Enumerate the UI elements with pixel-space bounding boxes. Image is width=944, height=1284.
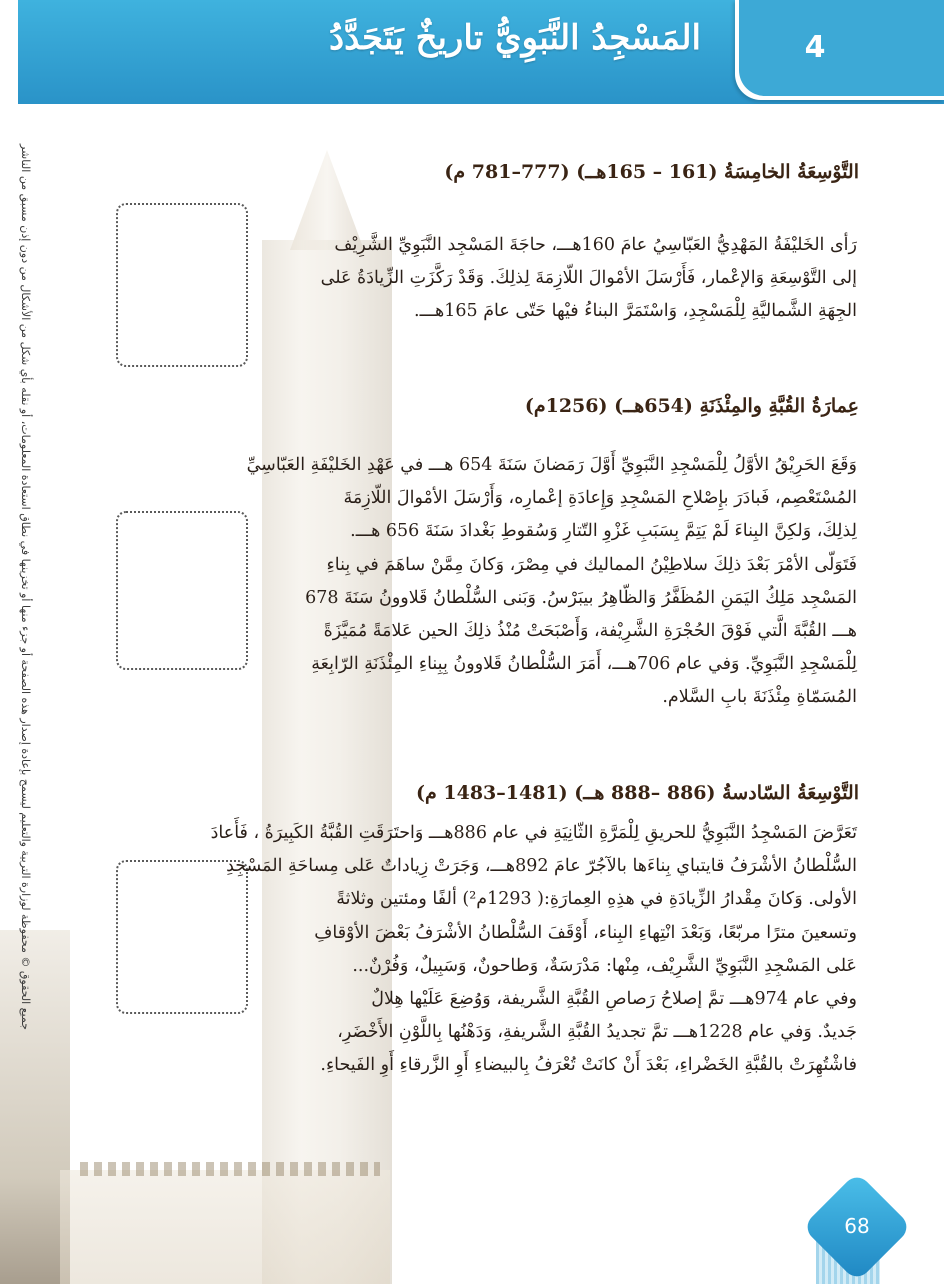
- paragraph-line: المُسْتَعْصِم، فَبادَرَ بإِصْلاحِ المَسْجِدِ وَإِعادَةِ إعْمارِه، وَأَرْسَلَ الأمْوالَ اللّازِمَةَ: [343, 488, 857, 509]
- paragraph-line: السُّلْطانُ الأشْرَفُ قايتباي بِناءَها بالآجُرّ عامَ 892هـــ، وَجَرَتْ زِياداتٌ عَلى مِساحَةِ المَسْجِدِ: [226, 856, 857, 877]
- section-paragraph-dome-minaret: [102, 449, 857, 715]
- paragraph-line: وَقَعَ الحَرِيْقُ الأوَّلُ لِلْمَسْجِدِ النَّبَوِيِّ أَوَّلَ رَمَضانَ سَنَةَ 654 هـــ في عَهْدِ الخَليْفَةِ العَبّاسِيِّ: [246, 455, 857, 475]
- minaret-background-image: [262, 240, 392, 1284]
- paragraph-line: فَتَوَلّى الأمْرَ بَعْدَ ذلِكَ سلاطِيْنُ المماليك في مِصْرَ، وَكانَ مِمَّنْ ساهَمَ في بِناءِ: [326, 554, 857, 575]
- paragraph-line: لِلْمَسْجِدِ النَّبَوِيِّ. وَفي عام 706هـــ، أَمَرَ السُّلْطانُ قَلاوونُ بِبِناءِ المِئْذَنَةِ الرّابِعَةِ: [311, 654, 857, 675]
- chapter-title: المَسْجِدُ النَّبَوِيُّ تاريخٌ يَتَجَدَّدُ: [329, 18, 701, 58]
- section-paragraph-sixth-expansion: [102, 817, 857, 1083]
- paragraph-line: عَلى المَسْجِدِ النَّبَوِيِّ الشَّرِيْف، مِنْها: مَدْرَسَةٌ، وَطاحونٌ، وَسَبِيلٌ، وَفُرْنٌ...: [352, 955, 857, 976]
- copyright-notice: جميع الحقوق © محفوظة لوزارة التربية والتعليم ليسمح بإعادة إصدار هذه الصفحة أو جزء منها أو تخزينها في نطاق استعادة المعلومات، أو نقله بأي شكل من الأشكال من دون إذن مسبق من الناشر: [19, 143, 32, 1030]
- paragraph-line: جَديدٌ. وَفي عام 1228هـــ تمَّ تجديدُ القُبَّةِ الشَّريفةِ، وَدَهْنُها بِاللَّوْنِ الأَخْضَرِ،: [337, 1022, 857, 1043]
- paragraph-line: المَسْجِد مَلِكُ اليَمَنِ المُظَفَّرُ وَالظّاهِرُ بيبَرْسُ. وَبَنى السُّلْطانُ قَلاوونُ سَنَةَ 678: [305, 587, 857, 608]
- mosque-wall-image: [60, 1170, 390, 1284]
- section-heading-dome-minaret: عِمارَةُ القُبَّةِ والمِئْذَنَةِ (654هــ) (1256م): [524, 395, 859, 417]
- paragraph-line: فاشْتُهِرَتْ بالقُبَّةِ الخَضْراءِ، بَعْدَ أَنْ كانَتْ تُعْرَفُ بِالبيضاءِ أَوِ الزَّرقاءِ أَوِ الفَيحاءِ.: [320, 1055, 857, 1076]
- paragraph-line: رَأى الخَليْفَةُ المَهْدِيُّ العَبّاسِيُ عامَ 160هـــ، حاجَةَ المَسْجِد النَّبَوِيِّ الشَّرِيْف: [334, 235, 857, 255]
- section-paragraph-fifth-expansion: [207, 229, 857, 329]
- section-heading-fifth-expansion: التَّوْسِعَةُ الخامِسَةُ (161 – 165هــ) (777–781 م): [444, 161, 859, 183]
- wall-ornament: [80, 1162, 380, 1176]
- paragraph-line: لِذلِكَ، وَلكِنَّ البِناءَ لَمْ يَتِمَّ بِسَبَبِ غَزْوِ التّتارِ وَسُقوطِ بَغْدادَ سَنَةَ 656 هـــ.: [350, 521, 857, 542]
- chapter-number: 4: [804, 30, 826, 65]
- paragraph-line: إلى التَّوْسِعَةِ وَالإعْمار، فَأَرْسَلَ الأمْوالَ اللّازِمَةَ لِذلِكَ. وَقَدْ رَكَّزَتِ الزِّيادَةُ عَلى: [320, 268, 857, 289]
- paragraph-line: وتسعينَ مترًا مربّعًا، وَبَعْدَ انْتِهاءِ البِناء، أَوْقَفَ السُّلْطانُ الأشْرَفُ بَعْضَ الأوْقافِ: [314, 922, 857, 943]
- paragraph-line: الأولى. وَكانَ مِقْدارُ الزِّيادَةِ في هذِهِ العِمارَةِ:( 1293م²) ألفًا ومئتين وثلاثةً: [336, 889, 857, 910]
- paragraph-line: تَعَرَّضَ المَسْجِدُ النَّبَوِيُّ للحريقِ لِلْمَرَّةِ الثّانِيَةِ في عام 886هـــ وَاحتَرَقَتِ القُبَّةُ الكَبِيرَةُ ، فَأَعادَ: [210, 823, 857, 843]
- section-heading-sixth-expansion: التَّوْسِعَةُ السّادسةُ (886 –888 هــ) (1481–1483 م): [416, 782, 859, 804]
- paragraph-line: المُسَمّاةِ مِئْذَنَةَ بابِ السَّلام.: [662, 687, 857, 708]
- page-number: 68: [844, 1214, 870, 1238]
- paragraph-line: هـــ القُبَّةَ الَّتي فَوْقَ الحُجْرَةِ الشَّرِيْفة، وَأَصْبَحَتْ مُنْذُ ذلِكَ الحين عَلامَةً مُمَيَّزَةً: [323, 621, 857, 642]
- paragraph-line: وفي عام 974هـــ تمَّ إصلاحُ رَصاصِ القُبَّةِ الشَّريفة، وَوُضِعَ عَلَيْها هِلالٌ: [371, 989, 857, 1010]
- paragraph-line: الجِهَةِ الشَّماليَّةِ لِلْمَسْجِدِ، وَاسْتَمَرَّ البناءُ فيْها حَتّى عامَ 165هـــ.: [414, 301, 857, 322]
